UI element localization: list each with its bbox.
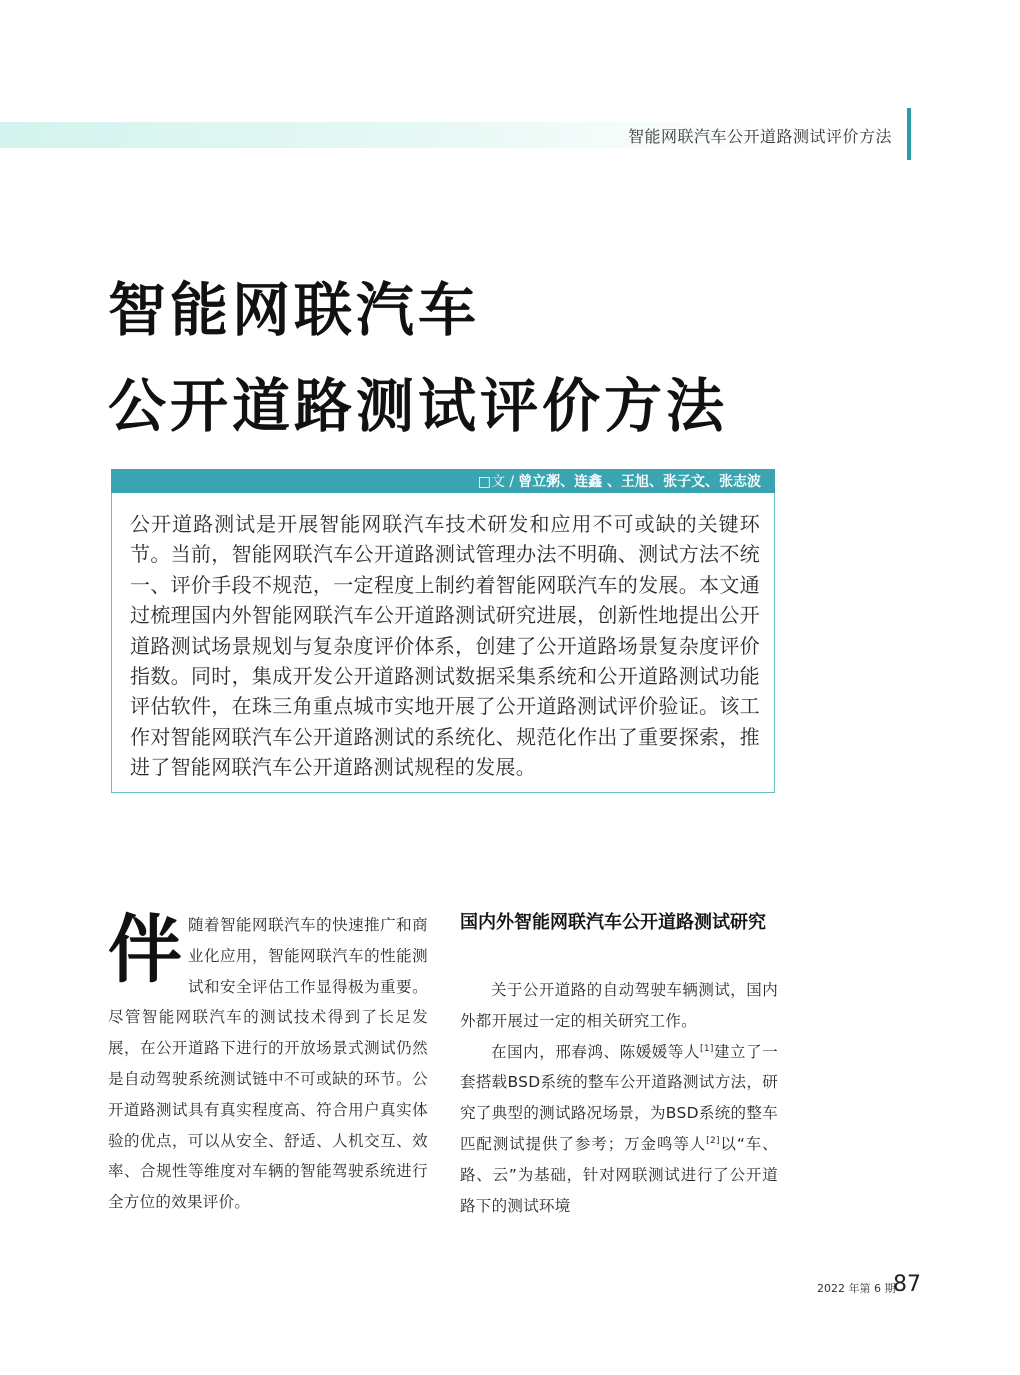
header-rule	[907, 108, 911, 160]
paragraph-1: 关于公开道路的自动驾驶车辆测试，国内外都开展过一定的相关研究工作。	[460, 981, 778, 1030]
section-heading: 国内外智能网联汽车公开道路测试研究	[460, 912, 766, 933]
paragraph-2-part-b: 建立了一套搭载BSD系统的整车公开道路测试方法，研究了典型的测试路况场景，为BSD系统的整车匹配测试提供了参考；万金鸣等人	[460, 1042, 779, 1153]
authors: 曾立粥、连鑫 、王旭、张子文、张志波	[518, 474, 761, 490]
paragraph-2-part-c: 以“车、路、云”为基础，针对网联测试进行了公开道路下的测试环境	[460, 1134, 778, 1215]
byline-prefix: □文 /	[477, 474, 515, 490]
reference-1: [1]	[700, 1043, 714, 1054]
running-title: 智能网联汽车公开道路测试评价方法	[627, 127, 892, 146]
title-line-2: 公开道路测试评价方法	[108, 372, 729, 440]
right-column	[460, 908, 778, 1221]
left-column	[108, 907, 428, 1218]
page-number: 87	[893, 1272, 921, 1297]
intro-paragraph: 随着智能网联汽车的快速推广和商业化应用，智能网联汽车的性能测试和安全评估工作显得极为重要。尽管智能网联汽车的测试技术得到了长足发展，在公开道路下进行的开放场景式测试仍然是自动驾驶系统测试链中不可或缺的环节。公开道路测试具有真实程度高、符合用户真实体验的优点，可以从安全、舒适、人机交互、效率、合规性等维度对车辆的智能驾驶系统进行全方位的效果评价。	[108, 916, 428, 1212]
byline-bar	[111, 469, 775, 493]
title-line-1: 智能网联汽车	[108, 276, 481, 344]
issue-label: 2022 年第 6 期	[817, 1282, 896, 1295]
paragraph-2-part-a: 在国内，邢春鸿、陈媛媛等人	[491, 1042, 701, 1061]
dropcap: 伴	[108, 907, 182, 993]
paragraph-2	[460, 1037, 778, 1222]
abstract-text: 公开道路测试是开展智能网联汽车技术研发和应用不可或缺的关键环节。当前，智能网联汽车公开道路测试管理办法不明确、测试方法不统一、评价手段不规范，一定程度上制约着智能网联汽车的发展。本文通过梳理国内外智能网联汽车公开道路测试研究进展，创新性地提出公开道路测试场景规划与复杂度评价体系，创建了公开道路场景复杂度评价指数。同时，集成开发公开道路测试数据采集系统和公开道路测试功能评估软件，在珠三角重点城市实地开展了公开道路测试评价验证。该工作对智能网联汽车公开道路测试的系统化、规范化作出了重要探索，推进了智能网联汽车公开道路测试规程的发展。	[130, 512, 760, 780]
reference-2: [2]	[706, 1135, 720, 1146]
abstract-box	[111, 493, 775, 793]
article-title	[108, 262, 728, 454]
